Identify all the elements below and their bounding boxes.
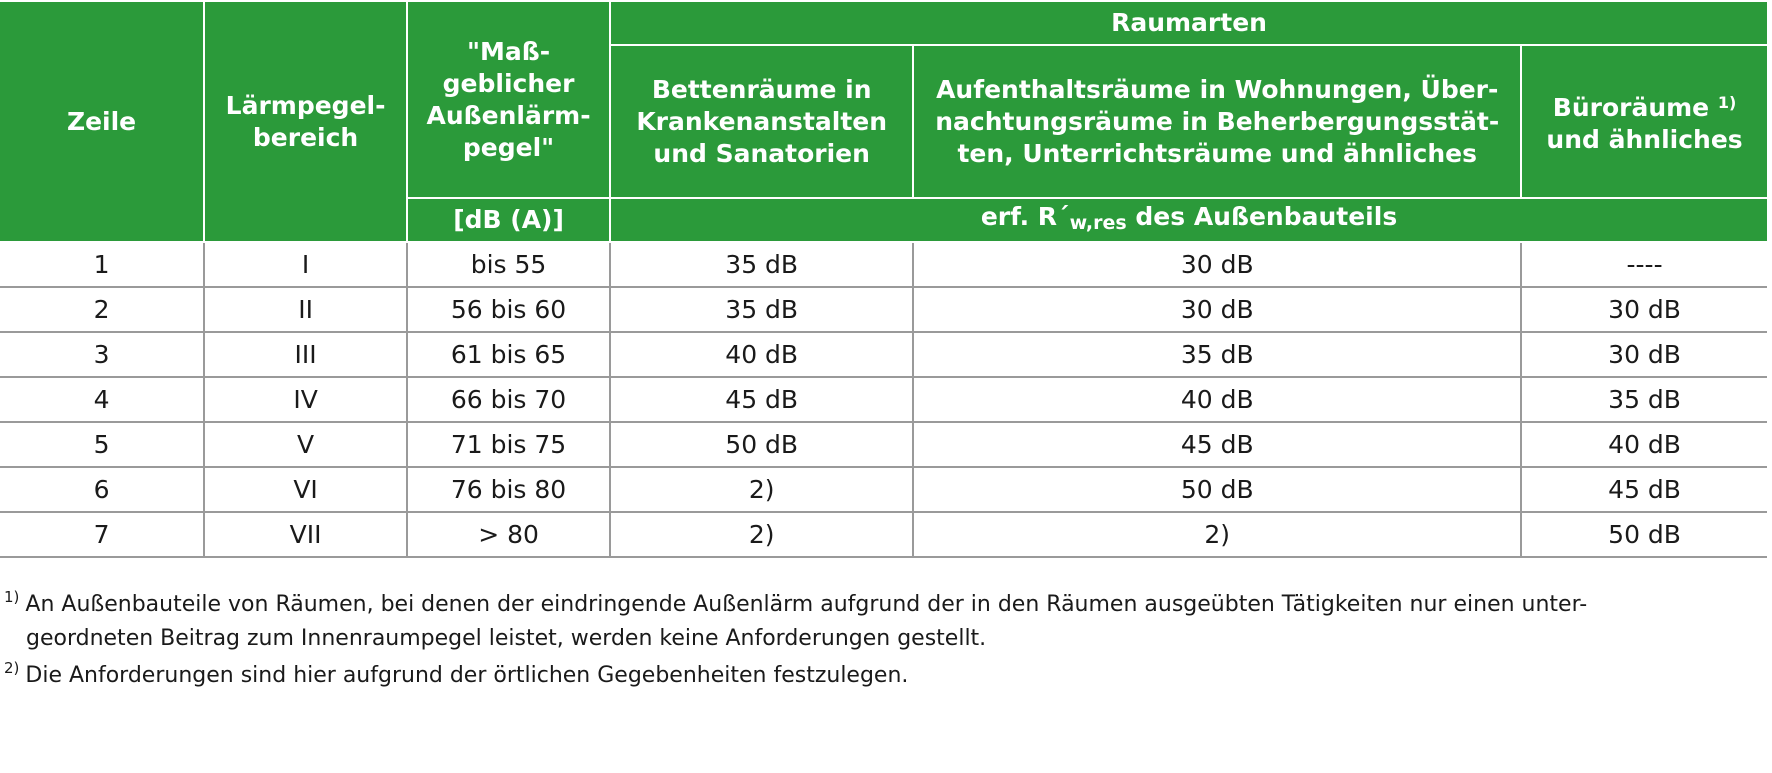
header-aufenthaltsraeume: Aufenthaltsräume in Wohnungen, Über- nachtungsräume in Beherbergungsstät- ten, Unterrichtsräume und ähnliches — [913, 45, 1521, 198]
aufenthalt-cell: 50 dB — [913, 467, 1521, 512]
pegel-cell: bis 55 — [407, 242, 610, 287]
table-row — [0, 287, 1767, 332]
aufenthalt-cell: 40 dB — [913, 377, 1521, 422]
header-buero-label: Büroräume — [1552, 93, 1710, 122]
betten-cell: 2) — [610, 467, 913, 512]
buero-cell: 40 dB — [1521, 422, 1767, 467]
header-bueroraeume — [1521, 45, 1767, 198]
betten-cell: 35 dB — [610, 242, 913, 287]
footnote-1-line1: An Außenbauteile von Räumen, bei denen der eindringende Außenlärm aufgrund der in den Räumen ausgeübten Tätigkeiten nur einen unter- — [25, 592, 1588, 617]
footnote-2 — [4, 651, 1764, 693]
table-row — [0, 332, 1767, 377]
header-raumarten: Raumarten — [610, 1, 1767, 45]
buero-cell: 45 dB — [1521, 467, 1767, 512]
pegel-cell: 56 bis 60 — [407, 287, 610, 332]
bereich-cell: VII — [204, 512, 407, 557]
header-erf-suffix: des Außenbauteils — [1126, 202, 1398, 231]
aufenthalt-cell: 35 dB — [913, 332, 1521, 377]
pegel-cell: 61 bis 65 — [407, 332, 610, 377]
table-row — [0, 467, 1767, 512]
aufenthalt-cell: 2) — [913, 512, 1521, 557]
header-bettenraeume: Bettenräume in Krankenanstalten und Sanatorien — [610, 45, 913, 198]
pegel-cell: 66 bis 70 — [407, 377, 610, 422]
header-unit: [dB (A)] — [407, 198, 610, 242]
pegel-cell: 71 bis 75 — [407, 422, 610, 467]
table-row — [0, 512, 1767, 557]
buero-cell: 30 dB — [1521, 287, 1767, 332]
buero-cell: 35 dB — [1521, 377, 1767, 422]
betten-cell: 50 dB — [610, 422, 913, 467]
footnote-1-marker: 1) — [4, 588, 20, 606]
table-row — [0, 377, 1767, 422]
zeile-cell: 5 — [0, 422, 204, 467]
bereich-cell: II — [204, 287, 407, 332]
header-aussenlaermpegel: "Maß- geblicher Außenlärm- pegel" — [407, 1, 610, 198]
header-laermpegelbereich: Lärmpegel- bereich — [204, 1, 407, 242]
zeile-cell: 3 — [0, 332, 204, 377]
footnote-1 — [4, 580, 1764, 656]
betten-cell: 40 dB — [610, 332, 913, 377]
footnote-2-text: Die Anforderungen sind hier aufgrund der örtlichen Gegebenheiten festzulegen. — [25, 663, 909, 688]
bereich-cell: V — [204, 422, 407, 467]
header-zeile: Zeile — [0, 1, 204, 242]
betten-cell: 2) — [610, 512, 913, 557]
bereich-cell: IV — [204, 377, 407, 422]
footnote-1-line2: geordneten Beitrag zum Innenraumpegel leistet, werden keine Anforderungen gestellt. — [26, 626, 987, 651]
buero-cell: 30 dB — [1521, 332, 1767, 377]
table-row — [0, 422, 1767, 467]
bereich-cell: VI — [204, 467, 407, 512]
bereich-cell: I — [204, 242, 407, 287]
betten-cell: 35 dB — [610, 287, 913, 332]
header-buero-line2: und ähnliches — [1546, 125, 1743, 154]
pegel-cell: > 80 — [407, 512, 610, 557]
bereich-cell: III — [204, 332, 407, 377]
aufenthalt-cell: 30 dB — [913, 287, 1521, 332]
buero-cell: ---- — [1521, 242, 1767, 287]
aufenthalt-cell: 45 dB — [913, 422, 1521, 467]
pegel-cell: 76 bis 80 — [407, 467, 610, 512]
betten-cell: 45 dB — [610, 377, 913, 422]
zeile-cell: 4 — [0, 377, 204, 422]
table-body — [0, 242, 1767, 557]
table-row — [0, 242, 1767, 287]
zeile-cell: 6 — [0, 467, 204, 512]
header-erf-sub: w,res — [1069, 212, 1127, 234]
zeile-cell: 2 — [0, 287, 204, 332]
zeile-cell: 1 — [0, 242, 204, 287]
buero-cell: 50 dB — [1521, 512, 1767, 557]
header-erf — [610, 198, 1767, 242]
footnote-2-marker: 2) — [4, 659, 20, 677]
header-erf-prefix: erf. R´ — [980, 202, 1070, 231]
zeile-cell: 7 — [0, 512, 204, 557]
footnote-ref-1: 1) — [1717, 93, 1737, 112]
aufenthalt-cell: 30 dB — [913, 242, 1521, 287]
